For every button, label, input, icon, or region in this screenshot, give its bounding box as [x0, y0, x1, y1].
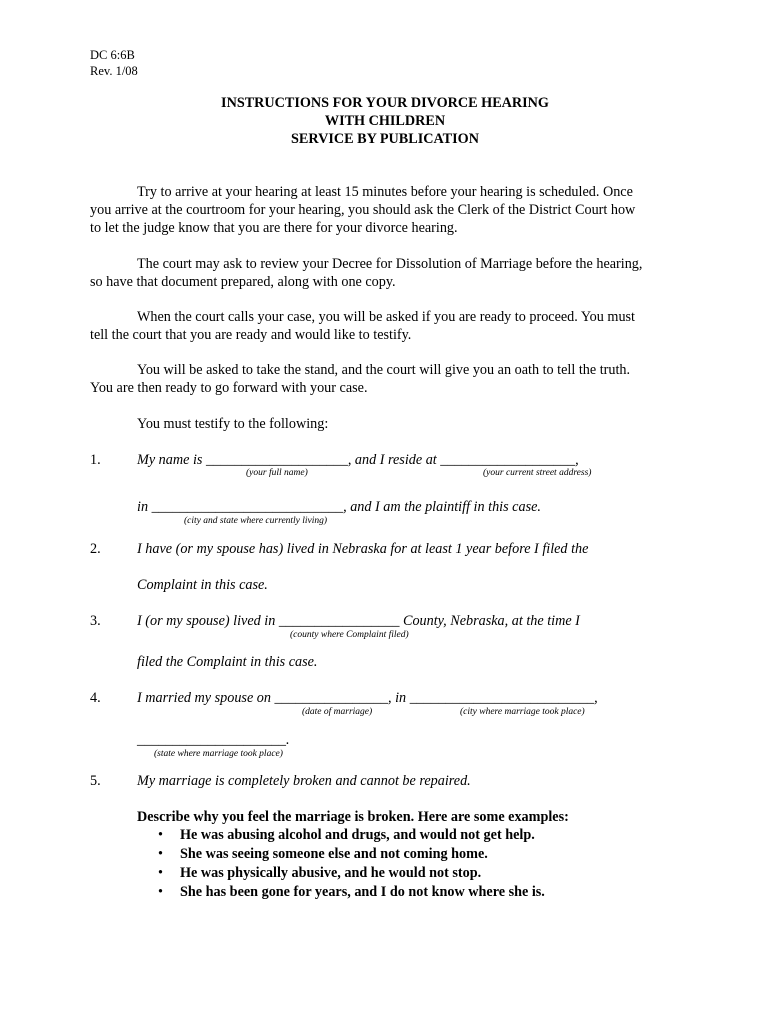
item-4-marriage-line-1: I married my spouse on ________________, in __________________________,	[137, 690, 598, 706]
paragraph-decree-line-2: so have that document prepared, along with one copy.	[90, 274, 396, 290]
title-line-2: WITH CHILDREN	[324, 113, 446, 129]
item-5-broken-marriage: My marriage is completely broken and cannot be repaired.	[137, 773, 471, 789]
example-item: He was abusing alcohol and drugs, and would not get help.	[180, 827, 535, 843]
item-3-number: 3.	[90, 613, 101, 629]
caption-marriage-date: (date of marriage)	[302, 707, 373, 717]
item-2-residency-line-1: I have (or my spouse has) lived in Nebraska for at least 1 year before I filed the	[137, 541, 589, 557]
caption-city-state: (city and state where currently living)	[184, 516, 328, 526]
paragraph-arrival-line-3: to let the judge know that you are there for your divorce hearing.	[90, 220, 458, 236]
item-5-number: 5.	[90, 773, 101, 789]
item-2-residency-line-2: Complaint in this case.	[137, 577, 268, 593]
paragraph-arrival-line-2: you arrive at the courtroom for your hearing, you should ask the Clerk of the District Court how	[90, 202, 636, 218]
item-3-county-line-2: filed the Complaint in this case.	[137, 654, 318, 670]
caption-full-name: (your full name)	[246, 468, 308, 478]
bullet-icon: •	[158, 884, 163, 900]
item-1-number: 1.	[90, 452, 101, 468]
paragraph-testify-intro: You must testify to the following:	[137, 416, 329, 432]
title-line-1: INSTRUCTIONS FOR YOUR DIVORCE HEARING	[221, 95, 549, 111]
bullet-icon: •	[158, 827, 163, 843]
bullet-icon: •	[158, 846, 163, 862]
item-4-number: 4.	[90, 690, 101, 706]
form-id: DC 6:6B	[90, 48, 135, 62]
paragraph-proceed-line-2: tell the court that you are ready and would like to testify.	[90, 327, 412, 343]
caption-marriage-state: (state where marriage took place)	[154, 749, 283, 759]
paragraph-oath-line-1: You will be asked to take the stand, and the court will give you an oath to tell the truth.	[137, 362, 631, 378]
caption-county: (county where Complaint filed)	[290, 630, 409, 640]
example-item: He was physically abusive, and he would not stop.	[180, 865, 482, 881]
form-revision: Rev. 1/08	[90, 64, 138, 78]
paragraph-proceed-line-1: When the court calls your case, you will be asked if you are ready to proceed. You must	[137, 309, 635, 325]
item-1-city-plaintiff: in ___________________________, and I am the plaintiff in this case.	[137, 499, 541, 515]
item-1-name-residence: My name is ____________________, and I reside at ___________________,	[137, 452, 579, 468]
describe-heading: Describe why you feel the marriage is broken. Here are some examples:	[137, 809, 569, 825]
example-item: She was seeing someone else and not coming home.	[180, 846, 488, 862]
item-2-number: 2.	[90, 541, 101, 557]
caption-street-address: (your current street address)	[483, 468, 592, 478]
title-line-3: SERVICE BY PUBLICATION	[291, 131, 479, 147]
caption-marriage-city: (city where marriage took place)	[460, 707, 585, 717]
paragraph-arrival-line-1: Try to arrive at your hearing at least 15 minutes before your hearing is scheduled. Once	[137, 184, 633, 200]
paragraph-oath-line-2: You are then ready to go forward with your case.	[90, 380, 368, 396]
item-3-county-line-1: I (or my spouse) lived in _________________ County, Nebraska, at the time I	[137, 613, 580, 629]
paragraph-decree-line-1: The court may ask to review your Decree for Dissolution of Marriage before the hearing,	[137, 256, 643, 272]
example-item: She has been gone for years, and I do not know where she is.	[180, 884, 545, 900]
bullet-icon: •	[158, 865, 163, 881]
item-4-marriage-state: _____________________.	[137, 732, 290, 748]
